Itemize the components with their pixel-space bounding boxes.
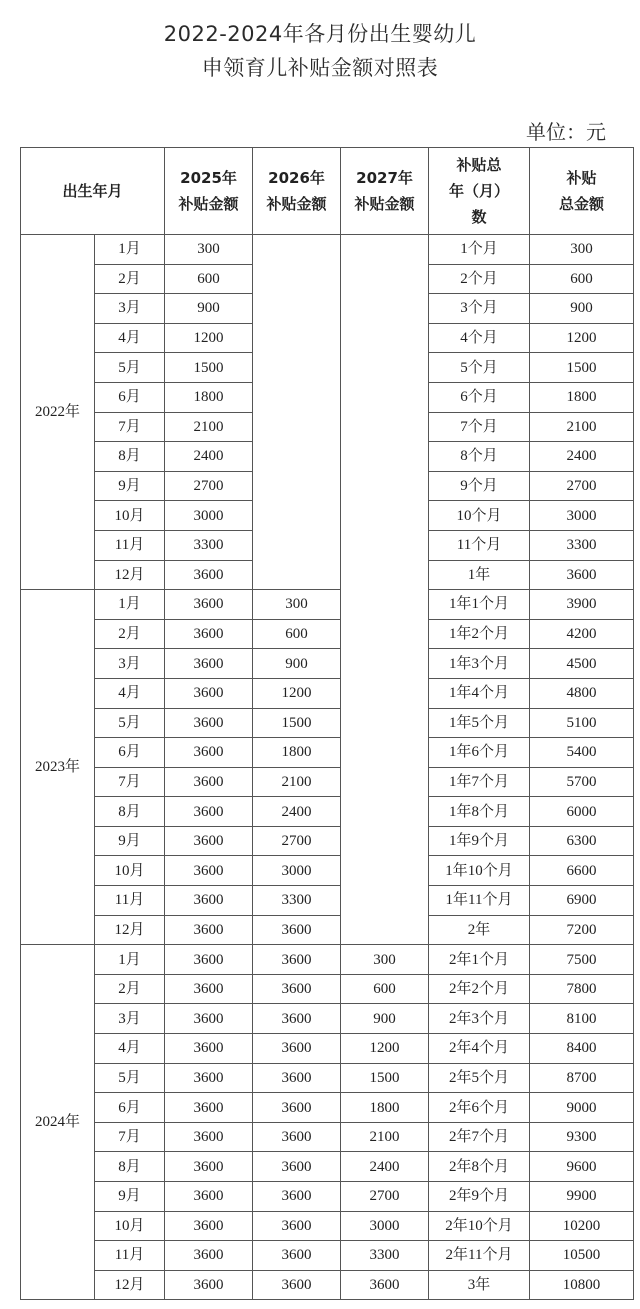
amount-2025-cell: 3600 (165, 708, 253, 738)
total-amount-cell: 3900 (530, 590, 634, 620)
duration-cell: 1年 (429, 560, 530, 590)
total-amount-cell: 8100 (530, 1004, 634, 1034)
table-row (21, 235, 634, 265)
birth-month-cell: 11月 (95, 530, 165, 560)
total-amount-cell: 1500 (530, 353, 634, 383)
birth-month-cell: 5月 (95, 353, 165, 383)
total-amount-cell: 5400 (530, 738, 634, 768)
birth-month-cell: 7月 (95, 767, 165, 797)
amount-2026-cell: 3600 (253, 1093, 341, 1123)
duration-cell: 2年2个月 (429, 974, 530, 1004)
table-row (21, 1152, 634, 1182)
birth-month-cell: 10月 (95, 1211, 165, 1241)
duration-cell: 3年 (429, 1270, 530, 1300)
amount-2026-cell: 3600 (253, 1063, 341, 1093)
birth-month-cell: 5月 (95, 708, 165, 738)
duration-cell: 1年7个月 (429, 767, 530, 797)
unit-label: 单位：元 (526, 120, 606, 144)
birth-month-cell: 4月 (95, 1034, 165, 1064)
duration-cell: 1年10个月 (429, 856, 530, 886)
duration-cell: 2年3个月 (429, 1004, 530, 1034)
birth-month-cell: 9月 (95, 471, 165, 501)
amount-2026-cell: 900 (253, 649, 341, 679)
amount-2025-cell: 3600 (165, 797, 253, 827)
table-row (21, 1211, 634, 1241)
total-amount-cell: 9900 (530, 1182, 634, 1212)
birth-month-cell: 12月 (95, 560, 165, 590)
amount-2025-cell: 3600 (165, 945, 253, 975)
amount-2027-cell: 1800 (341, 1093, 429, 1123)
amount-2025-cell: 3600 (165, 619, 253, 649)
duration-cell: 2年 (429, 915, 530, 945)
duration-cell: 10个月 (429, 501, 530, 531)
birth-year-cell: 2023年 (21, 590, 95, 945)
total-amount-cell: 8400 (530, 1034, 634, 1064)
amount-2027-cell: 300 (341, 945, 429, 975)
table-row (21, 590, 634, 620)
duration-cell: 6个月 (429, 382, 530, 412)
amount-2026-cell: 600 (253, 619, 341, 649)
birth-month-cell: 9月 (95, 1182, 165, 1212)
table-row (21, 886, 634, 916)
header-duration: 补贴总 年（月） 数 (429, 148, 530, 235)
total-amount-cell: 3000 (530, 501, 634, 531)
birth-year-cell: 2022年 (21, 235, 95, 590)
total-amount-cell: 5700 (530, 767, 634, 797)
birth-month-cell: 4月 (95, 678, 165, 708)
duration-cell: 1年1个月 (429, 590, 530, 620)
document-title-line1: 2022-2024年各月份出生婴幼儿 (163, 22, 477, 46)
total-amount-cell: 8700 (530, 1063, 634, 1093)
table-row (21, 619, 634, 649)
table-row (21, 797, 634, 827)
amount-2026-cell: 3600 (253, 974, 341, 1004)
birth-month-cell: 8月 (95, 442, 165, 472)
duration-cell: 2年8个月 (429, 1152, 530, 1182)
duration-cell: 1年2个月 (429, 619, 530, 649)
total-amount-cell: 4500 (530, 649, 634, 679)
total-amount-cell: 1800 (530, 382, 634, 412)
duration-cell: 11个月 (429, 530, 530, 560)
amount-2025-cell: 3600 (165, 649, 253, 679)
amount-2025-cell: 2700 (165, 471, 253, 501)
table-row (21, 945, 634, 975)
birth-month-cell: 2月 (95, 619, 165, 649)
amount-2026-cell: 2400 (253, 797, 341, 827)
total-amount-cell: 2700 (530, 471, 634, 501)
document-title-line2: 申领育儿补贴金额对照表 (201, 56, 439, 80)
duration-cell: 4个月 (429, 323, 530, 353)
total-amount-cell: 7200 (530, 915, 634, 945)
birth-month-cell: 10月 (95, 856, 165, 886)
amount-2025-cell: 3600 (165, 826, 253, 856)
duration-cell: 1年6个月 (429, 738, 530, 768)
amount-2027-cell: 3600 (341, 1270, 429, 1300)
total-amount-cell: 4800 (530, 678, 634, 708)
amount-2025-cell: 3600 (165, 678, 253, 708)
table-row (21, 826, 634, 856)
header-total-amount: 补贴 总金额 (530, 148, 634, 235)
amount-2026-cell: 3600 (253, 1122, 341, 1152)
amount-2025-cell: 300 (165, 235, 253, 265)
amount-2026-cell: 3600 (253, 945, 341, 975)
birth-month-cell: 2月 (95, 264, 165, 294)
amount-2025-cell: 3600 (165, 1004, 253, 1034)
amount-2025-cell: 3600 (165, 1182, 253, 1212)
birth-month-cell: 10月 (95, 501, 165, 531)
amount-2026-cell: 3600 (253, 1270, 341, 1300)
birth-month-cell: 5月 (95, 1063, 165, 1093)
duration-cell: 1年3个月 (429, 649, 530, 679)
total-amount-cell: 3300 (530, 530, 634, 560)
amount-2026-cell: 1800 (253, 738, 341, 768)
total-amount-cell: 1200 (530, 323, 634, 353)
amount-2027-cell: 900 (341, 1004, 429, 1034)
amount-2025-cell: 3000 (165, 501, 253, 531)
duration-cell: 9个月 (429, 471, 530, 501)
total-amount-cell: 7500 (530, 945, 634, 975)
amount-2026-cell: 3600 (253, 1182, 341, 1212)
amount-2027-cell: 600 (341, 974, 429, 1004)
birth-month-cell: 7月 (95, 412, 165, 442)
total-amount-cell: 5100 (530, 708, 634, 738)
table-body (21, 235, 634, 1300)
amount-2025-cell: 3600 (165, 915, 253, 945)
birth-month-cell: 9月 (95, 826, 165, 856)
birth-month-cell: 1月 (95, 945, 165, 975)
table-row (21, 767, 634, 797)
birth-month-cell: 2月 (95, 974, 165, 1004)
amount-2026-cell: 1500 (253, 708, 341, 738)
duration-cell: 2年5个月 (429, 1063, 530, 1093)
table-row (21, 738, 634, 768)
birth-month-cell: 11月 (95, 1241, 165, 1271)
amount-2026-empty-cell (253, 235, 341, 590)
table-row (21, 1122, 634, 1152)
duration-cell: 2个月 (429, 264, 530, 294)
birth-month-cell: 8月 (95, 797, 165, 827)
amount-2026-cell: 3600 (253, 1152, 341, 1182)
subsidy-table (20, 147, 634, 1300)
table-row (21, 856, 634, 886)
table-row (21, 678, 634, 708)
birth-month-cell: 11月 (95, 886, 165, 916)
amount-2025-cell: 3600 (165, 1063, 253, 1093)
amount-2025-cell: 3600 (165, 856, 253, 886)
amount-2025-cell: 3600 (165, 560, 253, 590)
duration-cell: 7个月 (429, 412, 530, 442)
amount-2025-cell: 3600 (165, 1152, 253, 1182)
duration-cell: 2年7个月 (429, 1122, 530, 1152)
birth-month-cell: 12月 (95, 915, 165, 945)
birth-month-cell: 12月 (95, 1270, 165, 1300)
duration-cell: 3个月 (429, 294, 530, 324)
duration-cell: 1年8个月 (429, 797, 530, 827)
duration-cell: 2年1个月 (429, 945, 530, 975)
amount-2025-cell: 3600 (165, 590, 253, 620)
total-amount-cell: 900 (530, 294, 634, 324)
amount-2027-cell: 1200 (341, 1034, 429, 1064)
total-amount-cell: 7800 (530, 974, 634, 1004)
amount-2025-cell: 3600 (165, 886, 253, 916)
amount-2026-cell: 2700 (253, 826, 341, 856)
duration-cell: 2年11个月 (429, 1241, 530, 1271)
total-amount-cell: 4200 (530, 619, 634, 649)
amount-2025-cell: 1800 (165, 382, 253, 412)
header-2025-amount: 2025年 补贴金额 (165, 148, 253, 235)
table-row (21, 708, 634, 738)
table-row (21, 1063, 634, 1093)
table-row (21, 1270, 634, 1300)
amount-2025-cell: 3600 (165, 1093, 253, 1123)
total-amount-cell: 9000 (530, 1093, 634, 1123)
total-amount-cell: 10200 (530, 1211, 634, 1241)
total-amount-cell: 2400 (530, 442, 634, 472)
duration-cell: 1个月 (429, 235, 530, 265)
header-row (21, 148, 634, 235)
birth-month-cell: 8月 (95, 1152, 165, 1182)
table-row (21, 1034, 634, 1064)
total-amount-cell: 6600 (530, 856, 634, 886)
amount-2025-cell: 3600 (165, 767, 253, 797)
amount-2026-cell: 3000 (253, 856, 341, 886)
amount-2026-cell: 1200 (253, 678, 341, 708)
birth-month-cell: 1月 (95, 590, 165, 620)
amount-2027-empty-cell (341, 235, 429, 945)
total-amount-cell: 9600 (530, 1152, 634, 1182)
amount-2025-cell: 3600 (165, 1034, 253, 1064)
amount-2025-cell: 2100 (165, 412, 253, 442)
total-amount-cell: 6300 (530, 826, 634, 856)
amount-2025-cell: 3600 (165, 1211, 253, 1241)
amount-2025-cell: 600 (165, 264, 253, 294)
amount-2025-cell: 2400 (165, 442, 253, 472)
amount-2027-cell: 2100 (341, 1122, 429, 1152)
birth-month-cell: 4月 (95, 323, 165, 353)
amount-2026-cell: 3600 (253, 915, 341, 945)
birth-month-cell: 6月 (95, 1093, 165, 1123)
header-2026-amount: 2026年 补贴金额 (253, 148, 341, 235)
total-amount-cell: 300 (530, 235, 634, 265)
amount-2025-cell: 1500 (165, 353, 253, 383)
duration-cell: 5个月 (429, 353, 530, 383)
duration-cell: 1年11个月 (429, 886, 530, 916)
amount-2026-cell: 3300 (253, 886, 341, 916)
birth-month-cell: 6月 (95, 738, 165, 768)
amount-2025-cell: 1200 (165, 323, 253, 353)
table-row (21, 1093, 634, 1123)
birth-month-cell: 3月 (95, 649, 165, 679)
total-amount-cell: 10800 (530, 1270, 634, 1300)
amount-2026-cell: 3600 (253, 1004, 341, 1034)
header-birth-month: 出生年月 (21, 148, 165, 235)
amount-2025-cell: 3300 (165, 530, 253, 560)
total-amount-cell: 9300 (530, 1122, 634, 1152)
duration-cell: 2年6个月 (429, 1093, 530, 1123)
total-amount-cell: 6900 (530, 886, 634, 916)
amount-2027-cell: 2700 (341, 1182, 429, 1212)
duration-cell: 1年9个月 (429, 826, 530, 856)
amount-2026-cell: 3600 (253, 1211, 341, 1241)
amount-2027-cell: 1500 (341, 1063, 429, 1093)
amount-2026-cell: 300 (253, 590, 341, 620)
birth-month-cell: 1月 (95, 235, 165, 265)
amount-2026-cell: 2100 (253, 767, 341, 797)
amount-2025-cell: 900 (165, 294, 253, 324)
table-row (21, 915, 634, 945)
duration-cell: 8个月 (429, 442, 530, 472)
duration-cell: 2年10个月 (429, 1211, 530, 1241)
birth-month-cell: 7月 (95, 1122, 165, 1152)
total-amount-cell: 6000 (530, 797, 634, 827)
total-amount-cell: 10500 (530, 1241, 634, 1271)
amount-2025-cell: 3600 (165, 1122, 253, 1152)
birth-year-cell: 2024年 (21, 945, 95, 1300)
total-amount-cell: 600 (530, 264, 634, 294)
duration-cell: 1年4个月 (429, 678, 530, 708)
birth-month-cell: 3月 (95, 1004, 165, 1034)
amount-2025-cell: 3600 (165, 1241, 253, 1271)
amount-2025-cell: 3600 (165, 738, 253, 768)
amount-2025-cell: 3600 (165, 1270, 253, 1300)
birth-month-cell: 3月 (95, 294, 165, 324)
amount-2026-cell: 3600 (253, 1034, 341, 1064)
amount-2027-cell: 3300 (341, 1241, 429, 1271)
total-amount-cell: 3600 (530, 560, 634, 590)
amount-2027-cell: 2400 (341, 1152, 429, 1182)
amount-2026-cell: 3600 (253, 1241, 341, 1271)
table-row (21, 1182, 634, 1212)
duration-cell: 1年5个月 (429, 708, 530, 738)
table-row (21, 649, 634, 679)
duration-cell: 2年4个月 (429, 1034, 530, 1064)
birth-month-cell: 6月 (95, 382, 165, 412)
amount-2027-cell: 3000 (341, 1211, 429, 1241)
table-row (21, 1241, 634, 1271)
table-row (21, 1004, 634, 1034)
table-row (21, 974, 634, 1004)
duration-cell: 2年9个月 (429, 1182, 530, 1212)
header-2027-amount: 2027年 补贴金额 (341, 148, 429, 235)
amount-2025-cell: 3600 (165, 974, 253, 1004)
total-amount-cell: 2100 (530, 412, 634, 442)
